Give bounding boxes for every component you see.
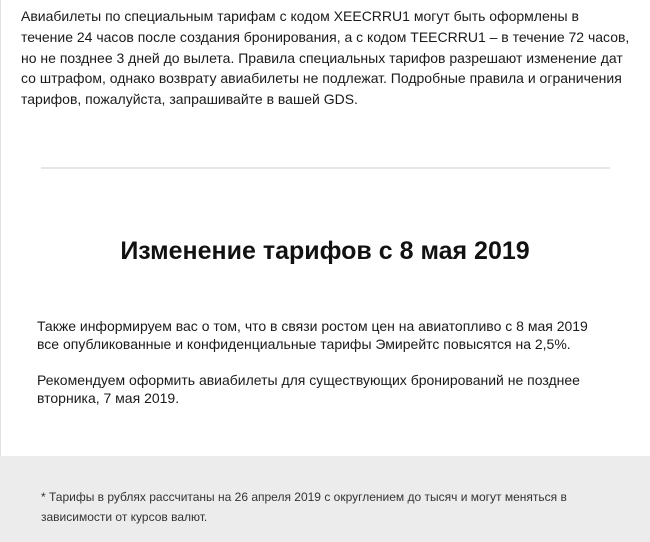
left-border	[0, 0, 1, 456]
footer	[0, 456, 650, 542]
section-title: Изменение тарифов с 8 мая 2019	[120, 237, 530, 265]
footnote: * Тарифы в рублях рассчитаны на 26 апреля 2019 с округлением до тысяч и могут меняться в зависимости от курсов валют.	[41, 490, 567, 524]
intro-paragraph: Авиабилеты по специальным тарифам с кодом XEECRRU1 могут быть оформлены в течение 24 часов после создания бронирования, а с кодом TEECRRU1 – в течение 72 часов, но не позднее 3 дней до вылета. Правила специальных тарифов разрешают изменение дат со штрафом, однако возврату авиабилеты не подлежат. Подробные правила и ограничения тарифов, пожалуйста, запрашивайте в вашей GDS.	[21, 8, 630, 108]
fuel-surcharge-paragraph: Также информируем вас о том, что в связи ростом цен на авиатопливо с 8 мая 2019 все опубликованные и конфиденциальные тарифы Эмирейтс повысятся на 2,5%.	[37, 318, 588, 352]
recommendation-paragraph: Рекомендуем оформить авиабилеты для существующих бронирований не позднее вторника, 7 мая 2019.	[37, 372, 580, 406]
section-divider	[41, 167, 610, 169]
